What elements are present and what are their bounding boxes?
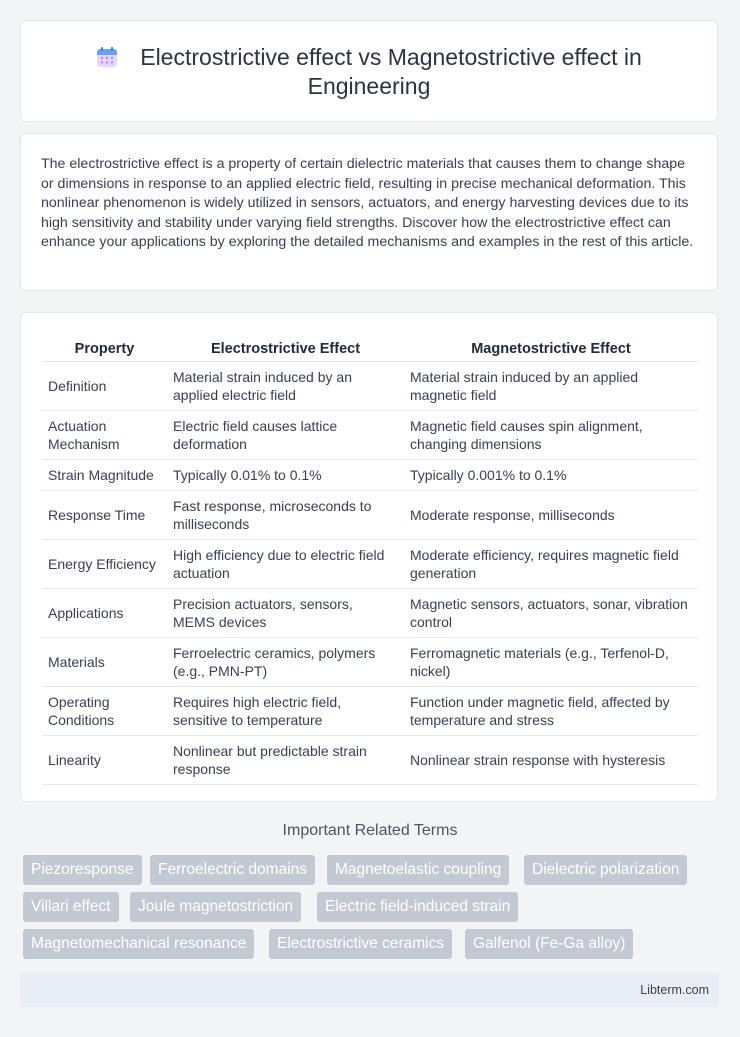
cell-electrostrictive: High efficiency due to electric field actuation <box>167 540 404 589</box>
title-line-2: Engineering <box>307 73 431 99</box>
table-row <box>42 362 698 411</box>
cell-property: Actuation Mechanism <box>42 411 167 460</box>
footer-site-link[interactable]: Libterm.com <box>640 983 709 997</box>
cell-property: Response Time <box>42 491 167 540</box>
table-row <box>42 736 698 785</box>
footer <box>20 973 719 1007</box>
title-card <box>20 20 718 122</box>
table-row <box>42 687 698 736</box>
cell-property: Definition <box>42 362 167 411</box>
related-term-tag[interactable]: Magnetoelastic coupling <box>327 855 509 885</box>
cell-magnetostrictive: Typically 0.001% to 0.1% <box>404 460 698 491</box>
cell-electrostrictive: Electric field causes lattice deformation <box>167 411 404 460</box>
related-term-tag[interactable]: Dielectric polarization <box>524 855 687 885</box>
header-property: Property <box>42 333 167 362</box>
related-term-tag[interactable]: Galfenol (Fe-Ga alloy) <box>465 929 633 959</box>
cell-electrostrictive: Material strain induced by an applied electric field <box>167 362 404 411</box>
cell-property: Energy Efficiency <box>42 540 167 589</box>
cell-magnetostrictive: Material strain induced by an applied magnetic field <box>404 362 698 411</box>
table-header-row <box>42 333 698 362</box>
comparison-card <box>20 312 718 802</box>
header-magnetostrictive: Magnetostrictive Effect <box>404 333 698 362</box>
cell-magnetostrictive: Moderate response, milliseconds <box>404 491 698 540</box>
cell-electrostrictive: Fast response, microseconds to milliseconds <box>167 491 404 540</box>
cell-electrostrictive: Nonlinear but predictable strain response <box>167 736 404 785</box>
cell-magnetostrictive: Magnetic field causes spin alignment, changing dimensions <box>404 411 698 460</box>
intro-paragraph: The electrostrictive effect is a property of certain dielectric materials that causes them to change shape or dimensions in response to an applied electric field, resulting in precise mechanical deformation. This nonlinear phenomenon is widely utilized in sensors, actuators, and energy harvesting devices due to its high sensitivity and stability under varying field strengths. Discover how the electrostrictive effect can enhance your applications by exploring the detailed mechanisms and examples in the rest of this article. <box>41 156 694 251</box>
table-row <box>42 589 698 638</box>
related-term-tag[interactable]: Magnetomechanical resonance <box>23 929 254 959</box>
cell-property: Applications <box>42 589 167 638</box>
related-term-tag[interactable]: Electrostrictive ceramics <box>269 929 452 959</box>
related-terms-heading: Important Related Terms <box>282 822 458 839</box>
table-row <box>42 491 698 540</box>
table-row <box>42 460 698 491</box>
page-title <box>21 43 717 101</box>
related-term-tag[interactable]: Joule magnetostriction <box>130 892 301 922</box>
calendar-icon <box>96 46 118 68</box>
cell-magnetostrictive: Ferromagnetic materials (e.g., Terfenol-D, nickel) <box>404 638 698 687</box>
comparison-table <box>42 333 698 785</box>
cell-electrostrictive: Ferroelectric ceramics, polymers (e.g., PMN-PT) <box>167 638 404 687</box>
cell-magnetostrictive: Magnetic sensors, actuators, sonar, vibration control <box>404 589 698 638</box>
table-row <box>42 638 698 687</box>
cell-magnetostrictive: Nonlinear strain response with hysteresis <box>404 736 698 785</box>
cell-electrostrictive: Requires high electric field, sensitive to temperature <box>167 687 404 736</box>
table-row <box>42 411 698 460</box>
cell-property: Materials <box>42 638 167 687</box>
cell-electrostrictive: Precision actuators, sensors, MEMS devices <box>167 589 404 638</box>
related-term-tag[interactable]: Villari effect <box>23 892 119 922</box>
related-term-tag[interactable]: Piezoresponse <box>23 855 142 885</box>
cell-property: Strain Magnitude <box>42 460 167 491</box>
header-electrostrictive: Electrostrictive Effect <box>167 333 404 362</box>
table-row <box>42 540 698 589</box>
cell-property: Linearity <box>42 736 167 785</box>
cell-magnetostrictive: Moderate efficiency, requires magnetic field generation <box>404 540 698 589</box>
related-term-tag[interactable]: Electric field-induced strain <box>317 892 518 922</box>
cell-property: Operating Conditions <box>42 687 167 736</box>
cell-electrostrictive: Typically 0.01% to 0.1% <box>167 460 404 491</box>
cell-magnetostrictive: Function under magnetic field, affected by temperature and stress <box>404 687 698 736</box>
related-term-tag[interactable]: Ferroelectric domains <box>150 855 315 885</box>
intro-card <box>20 133 718 291</box>
title-line-1: Electrostrictive effect vs Magnetostrictive effect in <box>140 44 642 70</box>
